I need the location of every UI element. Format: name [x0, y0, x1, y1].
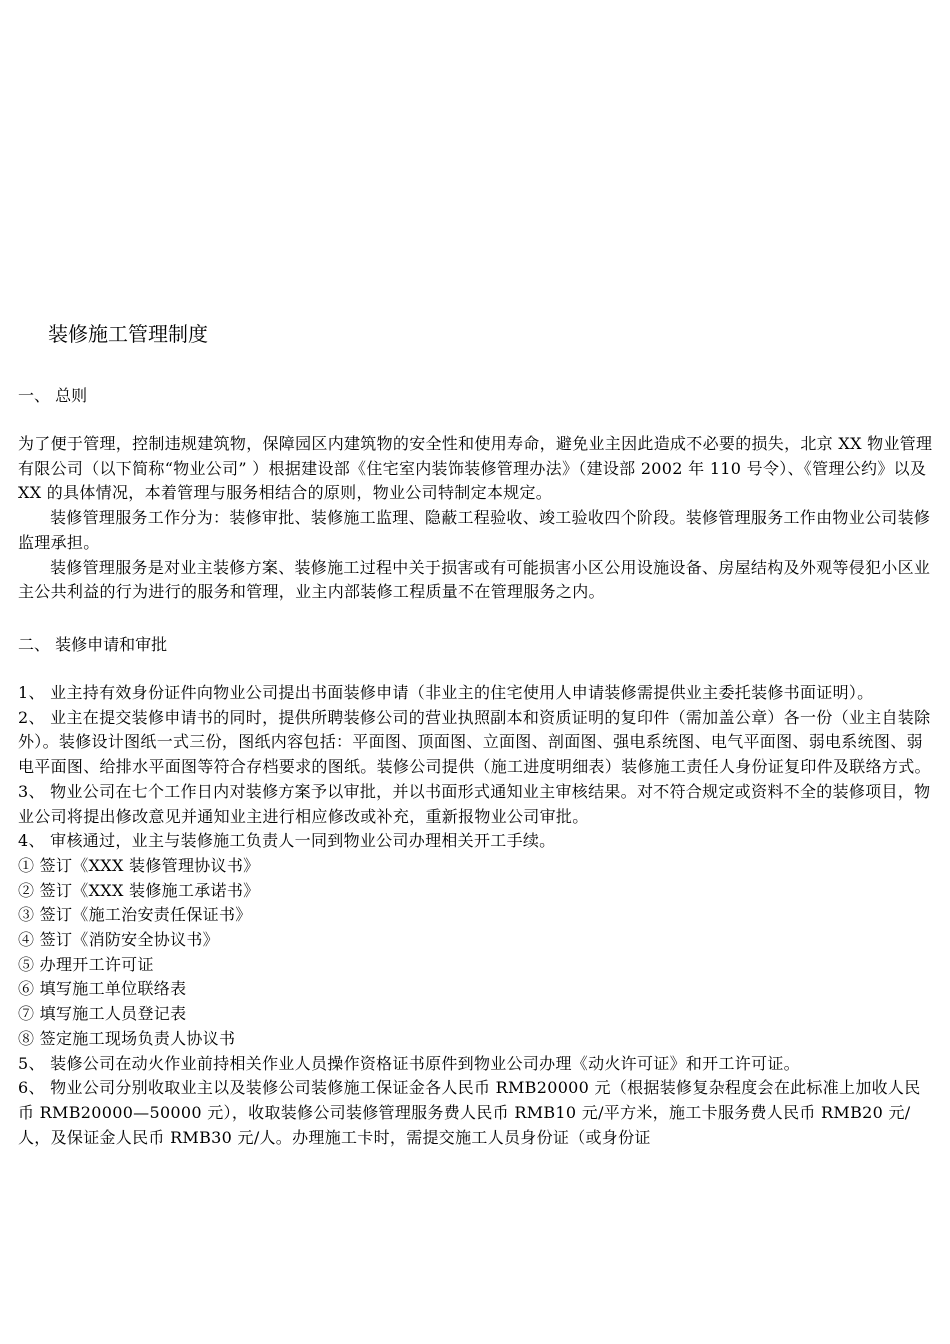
list-item: 6、 物业公司分别收取业主以及装修公司装修施工保证金各人民币 RMB20000 元（根据装修复杂程度会在此标准上加收人民币 RMB20000—50000 元），收取装修公司装修管理服务费人民币 RMB10 元/平方米，施工卡服务费人民币 RMB20 元/人，及保证金人民币 RMB30 元/人。办理施工卡时，需提交施工人员身份证（或身份证 [18, 1078, 921, 1147]
section-application-body [18, 681, 933, 1150]
list-item: ③ 签订《施工治安责任保证书》 [18, 905, 252, 925]
list-item: ⑤ 办理开工许可证 [18, 954, 154, 974]
section-general-body [18, 432, 933, 605]
list-item: 4、 审核通过，业主与装修施工负责人一同到物业公司办理相关开工手续。 [18, 831, 556, 851]
paragraph-purpose: 为了便于管理，控制违规建筑物，保障园区内建筑物的安全性和使用寿命，避免业主因此造成不必要的损失，北京 XX 物业管理有限公司（以下简称“物业公司” ）根据建设部《住宅室内装饰装修管理办法》（建设部 2002 年 110 号令）、《管理公约》以及 XX 的具体情况，本着管理与服务相结合的原则，物业公司特制定本规定。 [18, 434, 933, 503]
list-item: ⑥ 填写施工单位联络表 [18, 979, 187, 999]
paragraph-stages: 装修管理服务工作分为：装修审批、装修施工监理、隐蔽工程验收、竣工验收四个阶段。装修管理服务工作由物业公司装修监理承担。 [18, 508, 931, 552]
paragraph-scope: 装修管理服务是对业主装修方案、装修施工过程中关于损害或有可能损害小区公用设施设备、房屋结构及外观等侵犯小区业主公共利益的行为进行的服务和管理，业主内部装修工程质量不在管理服务之内。 [18, 557, 931, 602]
list-item: ④ 签订《消防安全协议书》 [18, 930, 219, 950]
list-item: ① 签订《XXX 装修管理协议书》 [18, 855, 260, 875]
list-item: 5、 装修公司在动火作业前持相关作业人员操作资格证书原件到物业公司办理《动火许可证》和开工许可证。 [18, 1053, 800, 1073]
section-heading-application: 二、 装修申请和审批 [18, 635, 168, 654]
section-heading-general: 一、 总则 [18, 386, 88, 405]
list-item: 2、 业主在提交装修申请书的同时，提供所聘装修公司的营业执照副本和资质证明的复印件（需加盖公章）各一份（业主自装除外）。装修设计图纸一式三份，图纸内容包括：平面图、顶面图、立面图、剖面图、强电系统图、电气平面图、弱电系统图、弱电平面图、给排水平面图等符合存档要求的图纸。装修公司提供（施工进度明细表）装修施工责任人身份证复印件及联络方式。 [18, 707, 931, 777]
list-item: ⑦ 填写施工人员登记表 [18, 1004, 187, 1024]
list-item: 1、 业主持有效身份证件向物业公司提出书面装修申请（非业主的住宅使用人申请装修需提供业主委托装修书面证明）。 [18, 683, 874, 702]
list-item: ② 签订《XXX 装修施工承诺书》 [18, 880, 260, 900]
application-list [18, 681, 933, 1150]
list-item: 3、 物业公司在七个工作日内对装修方案予以审批，并以书面形式通知业主审核结果。对不符合规定或资料不全的装修项目，物业公司将提出修改意见并通知业主进行相应修改或补充，重新报物业公司审批。 [18, 781, 931, 826]
list-item: ⑧ 签定施工现场负责人协议书 [18, 1028, 236, 1048]
document-title: 装修施工管理制度 [48, 322, 208, 346]
